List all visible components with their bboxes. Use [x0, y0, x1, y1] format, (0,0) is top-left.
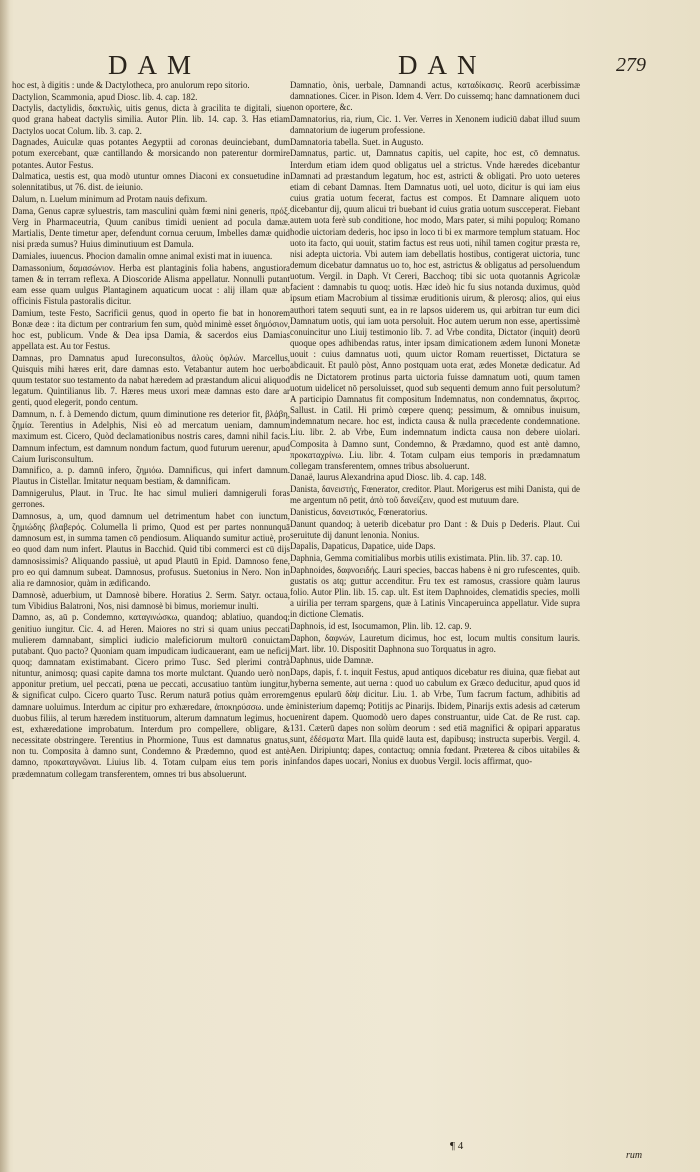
signature-mark: ¶ 4 — [450, 1140, 464, 1152]
dictionary-entry: hoc est, à digitis : unde & Dactylotheca, pro anulorum repo sitorio. — [12, 80, 250, 90]
dictionary-entry: Damnosè, aduerbium, ut Damnosè bibere. Horatius 2. Serm. Satyr. octaua, tum Vibidius Balatroni, Nos, nisi damnosè bi bimus, moriemur inulti. — [12, 589, 290, 611]
dictionary-entry: Damnum, n. f. à Demendo dictum, quum diminutione res deterior fit, βλάβη, ζημία. Terentius in Adelphis, Nisi eò ad mercatum ueniam, damnum maximum est. Cicero, Quòd declamationibus nostris cares, damni nihil facis. Damnum infectum, est damnum nondum factum, quod futurum uerenur, apud Caium Iurisconsultum. — [12, 409, 290, 464]
dictionary-entry: Daphnia, Gemma comitialibus morbis utilis existimata. Plin. lib. 37. cap. 10. — [290, 553, 563, 564]
dictionary-entry: Damnifico, a. p. damnū infero, ζημιόω. Damnificus, qui infert damnum. Plautus in Cistellar. Imitatur nequam bestiam, & damnificam. — [12, 465, 290, 487]
page-number: 279 — [616, 54, 646, 76]
dictionary-entry: Danaë, laurus Alexandrina apud Diosc. lib. 4. cap. 148. — [290, 472, 487, 483]
dictionary-entry: Damiales, iuuencus. Phocion damalin omne animal existi mat in iuuenca. — [12, 250, 273, 261]
dictionary-entry: Dalum, n. Luelum minimum ad Protam nauis defixum. — [12, 194, 208, 205]
dictionary-entry: Damnas, pro Damnatus apud Iureconsultos, ἀλοὺς ὀφλών. Marcellus, Quisquis mihi hæres erit, dare damnas esto. Vetabantur autem hoc uerbo quum testator suo testamento da nabat hæredem ad præstandum alicui aliquod legatum. Quintilianus lib. 7. Hæres meus uxori meæ damnas esto dare ar genti, quod elegerit, pondo centum. — [12, 352, 290, 408]
gutter-shadow — [0, 0, 10, 1172]
left-column — [12, 80, 290, 1125]
dictionary-entry: Damnosus, a, um, quod damnum uel detrimentum habet con iunctum, ζημιώδης βλαβερός. Columella li primo, Quod est per partes nonnunquā damnosum est, in summa tamen cō pendiosum. Aliquando sumitur actiuè, pro eo quod dam num infert. Plautus in Bacchid. Quid tibi commerci est cū dijs damnosissimis? Aliquando passiuè, ut apud Plautū in Epid. Damnoso fene, pro eo qui damnum subeat. Damnosus, profusus. Suetonius in Nero. Non in alia re damnosior, quàm in ædificando. — [12, 510, 290, 588]
dictionary-entry: Damnatio, ònis, uerbale, Damnandi actus, καταδίκασις. Reorū acerbissimæ damnationes. Cicer. in Pison. Idem 4. Verr. Do cuissemq; hanc damnationem duci non oportere, &c. — [290, 80, 580, 113]
dictionary-entry: Dapalis, Dapaticus, Dapatice, uide Daps. — [290, 541, 436, 552]
right-column — [290, 80, 580, 1125]
dictionary-entry: Daphon, δαφνών, Lauretum dicimus, hoc est, locum multis consitum lauris. Mart. libr. 10. Dispositit Daphnona suo Torquatus in agro. — [290, 632, 580, 654]
dictionary-entry: Damnigerulus, Plaut. in Truc. Ite hac simul mulieri damnigeruli foras gerrones. — [12, 488, 290, 510]
dictionary-entry: Daphnus, uide Damnæ. — [290, 655, 374, 666]
dictionary-entry: Damno, as, aū p. Condemno, καταγινώσκω, quandoq; ablatiuo, quandoq; genitiuo iungitur. Cic. 4. ad Heren. Maiores no stri si quam unius peccati mulierem damnabant, simplici iudicio maleficiorum multorū conuictam putabant. Quo pacto? Quoniam quam impudicam iudicauerant, eam ue neficij quoq; damnatam existimabant. Cicero primo Tusc. Sed plerimi contrà nituntur, animosq; quasi capite damna tos morte mulctant. Quando uerò non apponitur pretium, uel peccati, pœna ue peccati, accusatiuo tantùm iungitur, & significat culpo. Cicero quarto Tusc. Rerum naturā potius quàm errorem damnare uoluimus. Interdum ac cipitur pro exhæredare, ἀποκηρύσσω. unde è duobus filiis, al terum hæredem instituorum, alterum damnatum legimus, hoc est, exhæredatione improbatum. Interdum pro compellere, obligare, & necessitate obstringere. Terentius in Phormione, Tuus est damnatus gnatus, non tu. Composita à damno sunt, Condemno & Prædemno, quod est antè damno, προκαταγνῶναι. Liuius lib. 4. Totam culpam eius tem poris in prædemnatum collegam transferentem, omnes tri bus absoluerunt. — [12, 612, 290, 779]
dictionary-entry: Damassonium, δαμασώνιον. Herba est plantaginis folia habens, angustiora tamen & in terram reflexa. A Dioscoride Alisma appellatur. Nonnulli putant eam esse quam uulgus Plantaginem aquaticum uocat : alij illam quæ ab officinis Fistula pastoralis dicitur. — [12, 262, 290, 306]
header-left-word: DAM — [108, 50, 202, 80]
dictionary-entry: Damnatus, partic. ut, Damnatus capitis, uel capite, hoc est, cō demnatus. Interdum etiam idem quod obligatus uel a strictus. Vnde hæredes dicebantur Damnati ad præstandum legatum, hoc est, astricti & obligati. Pro uoto ueteres etiam di cebant Damnas. Item Damnatus uoti, uel uoto, dicitur is qui iam eius cuius gratia uotum fecerat, factus est compos. Et Damnare aliquem uoto dicebantur dij, quum alicui tri buebant id cuius gratia uotum suscceperat. Fiebant autem uota ferè sub conditione, hoc modo, Mars pater, si mihi populoq; Romano hodie uictoriam dederis, hoc ipso in loco ti bi ex marmore templum statuam. Hoc uoto ita facto, qui uouit, statim factus est reus uoti, nihil tamen cogitur præsta re, nisi adepta uictoria. Vbi autem iam debellatis hostibus, contigerat uictoria, tunc demum dicebatur damnatus uo to, hoc est, astrictus & obligatus ad persoluendum uotum. Vergil. in Daph. Vt Cereri, Bacchoq; tibi sic uota quotannis Agricolæ facient : damnabis tu quoq; uotis. Hæc ideò hic fu sius notanda duximus, quòd ipsum etiam Macrobium al tissimæ eruditionis uirum, & plerosq; alios, qui eius authori tatem sequuti sunt, ea in re lapsos uiderem us, qui arbitran tur eum dici Damnatum uotis, qui iam uota persoluit. Hoc autem uerum non esse, apertissimè conuincitur uno Liuij testimonio lib. 7. ad Vrbe condita, Dictator (inquit) deorū quoque opes adhibendas ratus, inter ipsam dimicationem ædem Iunoni Monetæ uouit : cuius damnatus uoti, quum uictor Romam reuertisset, Dictatura se abdicauit. Et paulò pòst, Anno postquam uota erat, ædes Monetæ dedicatur. Ad dis ne Dictatorem protinus parta uictoria fuisse damnatum uoti, quum tamen uotum uidelicet nō persoluisset, quod sub sequenti demum anno fuit persolutum? A participio Damnatus fit compositum Indemnatus, non condemnatus, ἄκριτος. Sallust. in Catil. Hi primò cœpere quenq; pessimum, & omnibus inuisum, indemnatum necare. hoc est, indicta causa & nulla præcedente condemnatione. Liu. libr. 2. ab Vrbe, Eum indemnatum indicta causa non debere uiolari. Composita à Damno sunt, Condemno, & Prædamno, quod est antè damno, προκαταχρίνω. Liu. libr. 4. Totam culpam eius temporis in prædamnatum collegam transferentem, omnes tribus absoluerunt. — [290, 148, 580, 471]
dictionary-entry: Danista, δανειστής, Fœnerator, creditor. Plaut. Morigerus est mihi Danista, qui de me argentum nō petit, ἀπὸ τοῦ δανείζειν, quod est mutuum dare. — [290, 484, 580, 506]
dictionary-entry: Dama, Genus capræ syluestris, tam masculini quàm fœmi nini generis, πρόξ. Verg in Pharmaceutria, Quum canibus timidi uenient ad pocula damæ. Martialis, Dente timetur aper, defendunt cornua ceruum, Imbelles damæ quid nisi præda sumus? Huius diminutiuum est Damula. — [12, 205, 290, 250]
dictionary-entry: Dagnades, Auiculæ quas potantes Aegyptii ad coronas deuinciebant, dum potum exercebant, quæ cantillando & morsicando non paterentur dormire potantes. Autor Festus. — [12, 137, 290, 170]
running-header — [0, 50, 700, 84]
dictionary-entry: Daphnois, id est, Isocumamon, Plin. lib. 12. cap. 9. — [290, 621, 472, 631]
dictionary-entry: Damnatorius, ria, rium, Cic. 1. Ver. Verres in Xenonem iudiciū dabat illud suum damnatorium de iugerum professione. — [290, 113, 580, 136]
dictionary-entry: Danisticus, δανειστικός, Fœneratorius. — [290, 506, 428, 517]
dictionary-entry: Dactylis, dactylidis, δακτυλὶς, uitis genus, dicta à gracilita te digitali, siue quod grana habeat dactylis similia. Autor Plin. lib. 14. cap. 3. Has etiam Dactylos uocat Colum. lib. 3. cap. 2. — [12, 103, 290, 136]
dictionary-entry: Daps, dapis, f. t. inquit Festus, apud antiquos dicebatur res diuina, quæ fiebat aut hyberna semente, aut uerna : quod uo cabulum ex Græco deducitur, apud quos id genus epularū δὰψ dicitur. Liu. 1. ab Vrbe, Tum facrum factum, adhibitis ad ministerium dapemq; Potitijs ac Pinarijs. Ibidem, Pinarijs extis adesis ad cæterum uenirent dapem. Quomodò uero dapes construantur, uide Cat. de Re rust. cap. 131. Cæterū dapes non solùm deorum : sed etiā magnifici & opipari apparatus sunt, ἐδέσματα Mart. Illa quidē lauta est, dapibusq; instructa superbis. Vergil. 4. Aen. Diripiuntq; dapes, contactuq; omnia fœdant. Præterea & cibos uitabiles & infandos dapes uocari, Nonius ex duobus Vergil. locis affirmat, quo- — [290, 667, 580, 767]
dictionary-entry: Daphnoides, δαφνοειδής. Lauri species, baccas habens è ni gro rufescentes, quib. gustatis os atq; guttur accenditur. Fru tex est ramosus, crassiore quàm laurus folio. Autor Plin. lib. 15. cap. ult. Est item Daphnoides, clematidis species, molli a uirilia per terram spargens, quæ à Latinis Vincaperuinca appellatur. Vide supra in dictione Clematis. — [290, 564, 580, 620]
header-right-word: DAN — [398, 50, 487, 80]
catchword: rum — [626, 1150, 643, 1161]
dictionary-entry: Dalmatica, uestis est, qua modò utuntur omnes Diaconi ex consuetudine in solennitatibus, ut 76. dist. de ieiunio. — [12, 171, 290, 193]
dictionary-entry: Dactylion, Scammonia, apud Diosc. lib. 4. cap. 182. — [12, 91, 198, 102]
dictionary-entry: Damium, teste Festo, Sacrificii genus, quod in operto fie bat in honorem Bonæ deæ : ita dictum per contrarium fen sum, quòd minimè esset δημόσιον, hoc est, publicum. Vnde & Dea ipsa Damia, & sacerdos eius Damias appellata est. Au tor Festus. — [12, 307, 290, 352]
dictionary-entry: Danunt quandoq; à ueterib dicebatur pro Dant : & Duis p Dederis. Plaut. Cui seruitute dij danunt lenonia. Nonius. — [290, 518, 580, 540]
dictionary-entry: Damnatoria tabella. Suet. in Augusto. — [290, 136, 424, 147]
